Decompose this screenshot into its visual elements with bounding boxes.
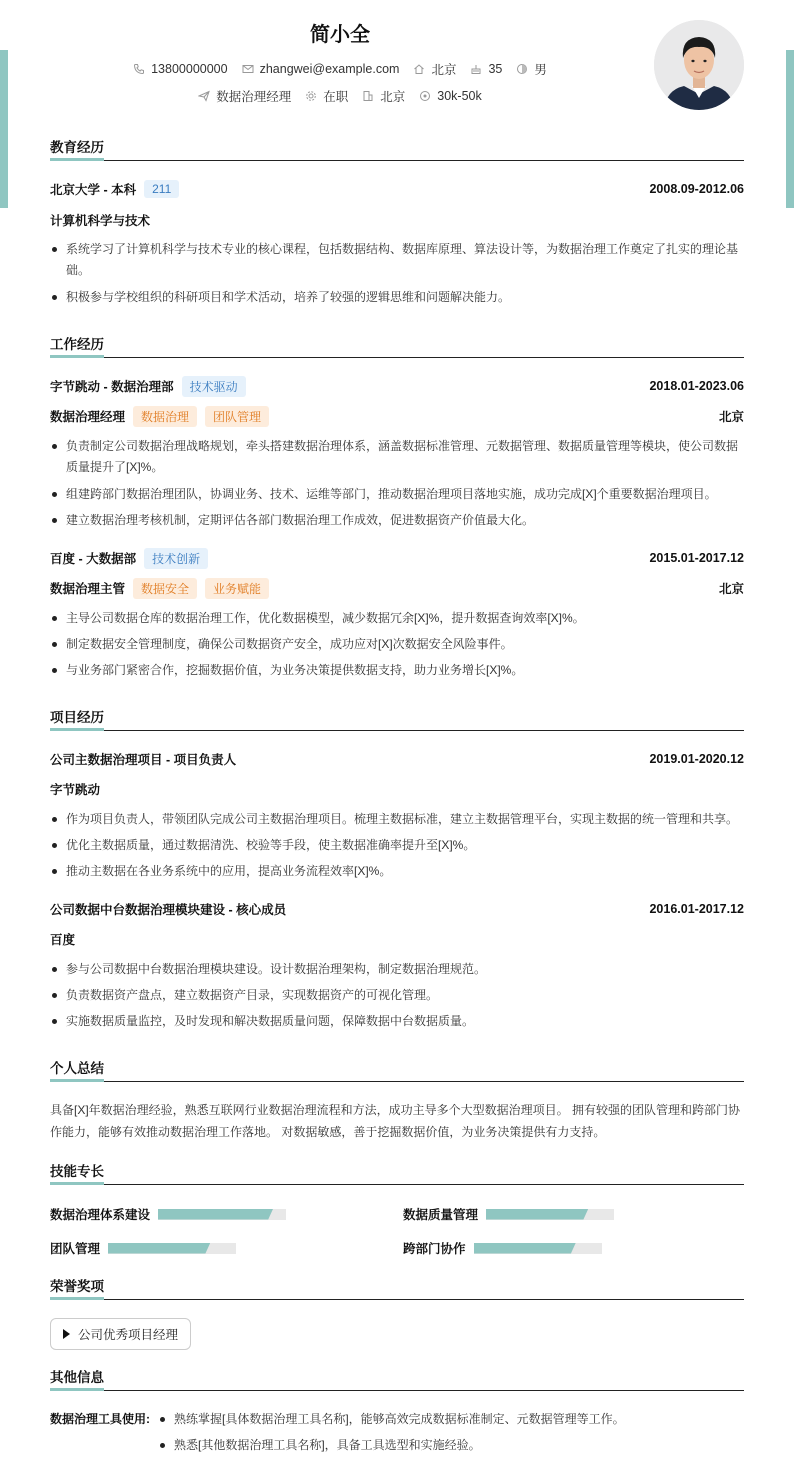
job-role-row (50, 578, 744, 598)
skill-item (403, 1205, 614, 1223)
skill-bar (474, 1243, 602, 1254)
skill-bar-fill (486, 1209, 588, 1220)
project-name: 公司主数据治理项目 - 项目负责人 (50, 753, 237, 767)
major-name: 计算机科学与技术 (50, 214, 151, 228)
job-city: 北京 (718, 410, 744, 424)
project-date: 2019.01-2020.12 (649, 752, 744, 766)
send-icon (198, 90, 210, 102)
skill-item (50, 1239, 236, 1257)
project-date: 2016.01-2017.12 (649, 902, 744, 916)
job-header-row (50, 548, 744, 568)
job-header-row (50, 376, 744, 396)
section-title-other: 其他信息 (50, 1369, 104, 1391)
skill-name: 数据质量管理 (403, 1208, 479, 1222)
job-company-tag: 技术创新 (144, 548, 208, 569)
section-summary (50, 1060, 744, 1082)
project-bullet: 作为项目负责人，带领团队完成公司主数据治理项目。梳理主数据标准，建立主数据管理平台，实现主数据的统一管理和共享。 (50, 809, 744, 830)
education-bullet: 系统学习了计算机科学与技术专业的核心课程，包括数据结构、数据库原理、算法设计等，为数据治理工作奠定了扎实的理论基础。 (50, 239, 744, 281)
award-item[interactable] (50, 1318, 191, 1350)
project-org-row (50, 929, 744, 949)
job-bullet: 建立数据治理考核机制，定期评估各部门数据治理工作成效，促进数据资产价值最大化。 (50, 510, 744, 531)
education-bullet: 积极参与学校组织的科研项目和学术活动，培养了较强的逻辑思维和问题解决能力。 (50, 287, 744, 308)
project-org: 百度 (50, 933, 76, 947)
expand-triangle-icon[interactable] (63, 1329, 70, 1339)
skill-name: 跨部门协作 (403, 1242, 466, 1256)
school-name: 北京大学 - 本科 (50, 183, 137, 197)
tools-bullet: 熟练掌握[具体数据治理工具名称]，能够高效完成数据标准制定、元数据管理等工作。 (158, 1409, 744, 1430)
tools-bullet: 熟悉[其他数据治理工具名称]，具备工具选型和实施经验。 (158, 1435, 744, 1456)
tools-label: 数据治理工具使用: (50, 1412, 150, 1426)
skill-bar (108, 1243, 236, 1254)
project-bullet: 推动主数据在各业务系统中的应用，提高业务流程效率[X]%。 (50, 861, 744, 882)
resume-header (0, 0, 794, 130)
job-city: 北京 (718, 582, 744, 596)
email-address: zhangwei@example.com (259, 62, 400, 76)
job-skill-tag: 团队管理 (205, 406, 269, 427)
position-text: 数据治理经理 (216, 90, 292, 104)
avatar (654, 20, 744, 110)
project-bullet: 参与公司数据中台数据治理模块建设。设计数据治理架构，制定数据治理规范。 (50, 959, 744, 980)
skill-bar (158, 1209, 286, 1220)
age-info (470, 62, 502, 76)
job-role: 数据治理经理 (50, 410, 126, 424)
job-company: 字节跳动 - 数据治理部 (50, 380, 174, 394)
project-org-row (50, 779, 744, 799)
phone-icon (133, 63, 145, 75)
gear-icon (305, 90, 317, 102)
coin-icon (419, 90, 431, 102)
project-bullet: 负责数据资产盘点，建立数据资产目录，实现数据资产的可视化管理。 (50, 985, 744, 1006)
age-text: 35 (488, 62, 503, 76)
section-skills (50, 1163, 744, 1185)
section-work (50, 336, 744, 358)
job-role: 数据治理主管 (50, 582, 126, 596)
job-intent-row (0, 87, 680, 105)
candidate-name: 简小全 (310, 24, 370, 46)
project-header-row (50, 749, 744, 769)
job-date: 2015.01-2017.12 (649, 551, 744, 565)
job-company: 百度 - 大数据部 (50, 552, 137, 566)
gender-text: 男 (534, 63, 547, 77)
section-title-education: 教育经历 (50, 139, 104, 161)
job-bullet: 与业务部门紧密合作，挖掘数据价值，为业务决策提供数据支持，助力业务增长[X]%。 (50, 660, 744, 681)
job-skill-tag: 业务赋能 (205, 578, 269, 599)
salary-text: 30k-50k (437, 89, 482, 103)
mail-icon (242, 63, 254, 75)
section-title-work: 工作经历 (50, 336, 104, 358)
education-header-row (50, 179, 744, 199)
work-city-info (362, 87, 405, 105)
section-projects (50, 709, 744, 731)
salary-info (419, 89, 481, 103)
position-info (198, 87, 291, 105)
section-title-honors: 荣誉奖项 (50, 1278, 104, 1300)
skill-name: 团队管理 (50, 1242, 101, 1256)
summary-text: 具备[X]年数据治理经验，熟悉互联网行业数据治理流程和方法，成功主导多个大型数据治理项目。 拥有较强的团队管理和跨部门协作能力，能够有效推动数据治理工作落地。 对数据敏感，善于挖掘数据价值，为业务决策提供有力支持。 (50, 1103, 741, 1139)
section-title-skills: 技能专长 (50, 1163, 104, 1185)
project-header-row (50, 899, 744, 919)
gender-info (516, 60, 547, 78)
education-major-row (50, 210, 744, 230)
email-info (242, 62, 400, 76)
education-date: 2008.09-2012.06 (649, 182, 744, 196)
job-bullet: 负责制定公司数据治理战略规划，牵头搭建数据治理体系，涵盖数据标准管理、元数据管理、数据质量管理等模块，使公司数据质量提升了[X]%。 (50, 436, 744, 478)
job-bullet: 制定数据安全管理制度，确保公司数据资产安全，成功应对[X]次数据安全风险事件。 (50, 634, 744, 655)
job-role-row (50, 406, 744, 426)
skill-bar-fill (158, 1209, 273, 1220)
project-org: 字节跳动 (50, 783, 101, 797)
phone-info (133, 62, 227, 76)
section-title-projects: 项目经历 (50, 709, 104, 731)
job-company-tag: 技术驱动 (182, 376, 246, 397)
contact-row (0, 60, 680, 78)
gender-icon (516, 63, 528, 75)
skill-name: 数据治理体系建设 (50, 1208, 151, 1222)
school-tag: 211 (144, 180, 179, 198)
city-text: 北京 (431, 63, 457, 77)
section-title-summary: 个人总结 (50, 1060, 104, 1082)
project-name: 公司数据中台数据治理模块建设 - 核心成员 (50, 903, 287, 917)
work-city-text: 北京 (380, 90, 406, 104)
skill-item (50, 1205, 286, 1223)
status-info (305, 87, 348, 105)
cake-icon (470, 63, 482, 75)
job-bullet: 主导公司数据仓库的数据治理工作，优化数据模型，减少数据冗余[X]%，提升数据查询效率[X]%。 (50, 608, 744, 629)
phone-number: 13800000000 (151, 62, 228, 76)
project-bullet: 优化主数据质量，通过数据清洗、校验等手段，使主数据准确率提升至[X]%。 (50, 835, 744, 856)
status-text: 在职 (323, 90, 349, 104)
skill-item (403, 1239, 602, 1257)
job-date: 2018.01-2023.06 (649, 379, 744, 393)
home-icon (413, 63, 425, 75)
section-other (50, 1369, 744, 1391)
skill-bar (486, 1209, 614, 1220)
skill-bar-fill (474, 1243, 576, 1254)
building-icon (362, 90, 374, 102)
city-info (413, 60, 456, 78)
project-bullet: 实施数据质量监控，及时发现和解决数据质量问题，保障数据中台数据质量。 (50, 1011, 744, 1032)
section-honors (50, 1278, 744, 1300)
skill-bar-fill (108, 1243, 210, 1254)
job-skill-tag: 数据治理 (133, 406, 197, 427)
award-name: 公司优秀项目经理 (78, 1328, 179, 1342)
job-bullet: 组建跨部门数据治理团队，协调业务、技术、运维等部门，推动数据治理项目落地实施，成功完成[X]个重要数据治理项目。 (50, 484, 744, 505)
section-education (50, 139, 744, 161)
job-skill-tag: 数据安全 (133, 578, 197, 599)
